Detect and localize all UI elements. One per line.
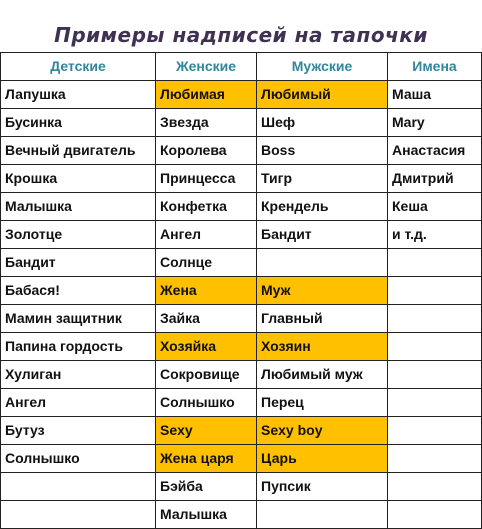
- cell-names[interactable]: [388, 333, 482, 361]
- table-row: [1, 277, 482, 305]
- table-row: [1, 193, 482, 221]
- cell-children[interactable]: Крошка: [1, 165, 156, 193]
- cell-children[interactable]: Бабася!: [1, 277, 156, 305]
- cell-men[interactable]: Царь: [257, 445, 388, 473]
- cell-women[interactable]: Sexy: [156, 417, 257, 445]
- cell-names[interactable]: [388, 361, 482, 389]
- table-row: [1, 417, 482, 445]
- header-cell-women: Женские: [156, 53, 257, 81]
- cell-children[interactable]: [1, 501, 156, 529]
- cell-men[interactable]: Крендель: [257, 193, 388, 221]
- cell-names[interactable]: Mary: [388, 109, 482, 137]
- cell-women[interactable]: Солнце: [156, 249, 257, 277]
- cell-men[interactable]: Boss: [257, 137, 388, 165]
- cell-men[interactable]: Sexy boy: [257, 417, 388, 445]
- cell-children[interactable]: Бандит: [1, 249, 156, 277]
- cell-women[interactable]: Королева: [156, 137, 257, 165]
- cell-children[interactable]: Малышка: [1, 193, 156, 221]
- cell-men[interactable]: Перец: [257, 389, 388, 417]
- cell-women[interactable]: Малышка: [156, 501, 257, 529]
- header-cell-names: Имена: [388, 53, 482, 81]
- table-row: [1, 249, 482, 277]
- cell-names[interactable]: Анастасия: [388, 137, 482, 165]
- cell-names[interactable]: [388, 389, 482, 417]
- cell-women[interactable]: Солнышко: [156, 389, 257, 417]
- header-cell-children: Детские: [1, 53, 156, 81]
- cell-men[interactable]: Муж: [257, 277, 388, 305]
- cell-names[interactable]: и т.д.: [388, 221, 482, 249]
- cell-children[interactable]: Лапушка: [1, 81, 156, 109]
- cell-men[interactable]: Хозяин: [257, 333, 388, 361]
- table-row: [1, 165, 482, 193]
- table-row: [1, 389, 482, 417]
- cell-women[interactable]: Зайка: [156, 305, 257, 333]
- cell-names[interactable]: [388, 501, 482, 529]
- cell-names[interactable]: Маша: [388, 81, 482, 109]
- cell-men[interactable]: Бандит: [257, 221, 388, 249]
- header-row: [1, 53, 482, 81]
- cell-names[interactable]: [388, 277, 482, 305]
- cell-men[interactable]: [257, 501, 388, 529]
- cell-children[interactable]: Бусинка: [1, 109, 156, 137]
- cell-names[interactable]: [388, 305, 482, 333]
- cell-women[interactable]: Сокровище: [156, 361, 257, 389]
- table-row: [1, 137, 482, 165]
- cell-children[interactable]: Вечный двигатель: [1, 137, 156, 165]
- cell-children[interactable]: Солнышко: [1, 445, 156, 473]
- cell-names[interactable]: [388, 249, 482, 277]
- cell-men[interactable]: Главный: [257, 305, 388, 333]
- cell-men[interactable]: Тигр: [257, 165, 388, 193]
- cell-women[interactable]: Жена царя: [156, 445, 257, 473]
- header-cell-men: Мужские: [257, 53, 388, 81]
- table-row: [1, 81, 482, 109]
- cell-women[interactable]: Бэйба: [156, 473, 257, 501]
- cell-men[interactable]: Любимый: [257, 81, 388, 109]
- cell-women[interactable]: Принцесса: [156, 165, 257, 193]
- cell-names[interactable]: Кеша: [388, 193, 482, 221]
- cell-women[interactable]: Любимая: [156, 81, 257, 109]
- cell-children[interactable]: Мамин защитник: [1, 305, 156, 333]
- cell-names[interactable]: [388, 473, 482, 501]
- cell-women[interactable]: Конфетка: [156, 193, 257, 221]
- table-row: [1, 445, 482, 473]
- cell-names[interactable]: [388, 445, 482, 473]
- names-table: [0, 52, 482, 529]
- cell-names[interactable]: Дмитрий: [388, 165, 482, 193]
- cell-children[interactable]: Бутуз: [1, 417, 156, 445]
- cell-women[interactable]: Хозяйка: [156, 333, 257, 361]
- cell-men[interactable]: [257, 249, 388, 277]
- cell-women[interactable]: Жена: [156, 277, 257, 305]
- table-row: [1, 361, 482, 389]
- table-row: [1, 473, 482, 501]
- cell-children[interactable]: [1, 473, 156, 501]
- table-row: [1, 305, 482, 333]
- table-row: [1, 501, 482, 529]
- page-title: Примеры надписей на тапочки: [54, 23, 428, 47]
- table-row: [1, 109, 482, 137]
- table-row: [1, 333, 482, 361]
- table-body: [1, 81, 482, 529]
- cell-children[interactable]: Ангел: [1, 389, 156, 417]
- cell-children[interactable]: Золотце: [1, 221, 156, 249]
- cell-men[interactable]: Любимый муж: [257, 361, 388, 389]
- table-row: [1, 221, 482, 249]
- cell-women[interactable]: Ангел: [156, 221, 257, 249]
- cell-children[interactable]: Хулиган: [1, 361, 156, 389]
- cell-men[interactable]: Шеф: [257, 109, 388, 137]
- cell-men[interactable]: Пупсик: [257, 473, 388, 501]
- cell-children[interactable]: Папина гордость: [1, 333, 156, 361]
- cell-women[interactable]: Звезда: [156, 109, 257, 137]
- cell-names[interactable]: [388, 417, 482, 445]
